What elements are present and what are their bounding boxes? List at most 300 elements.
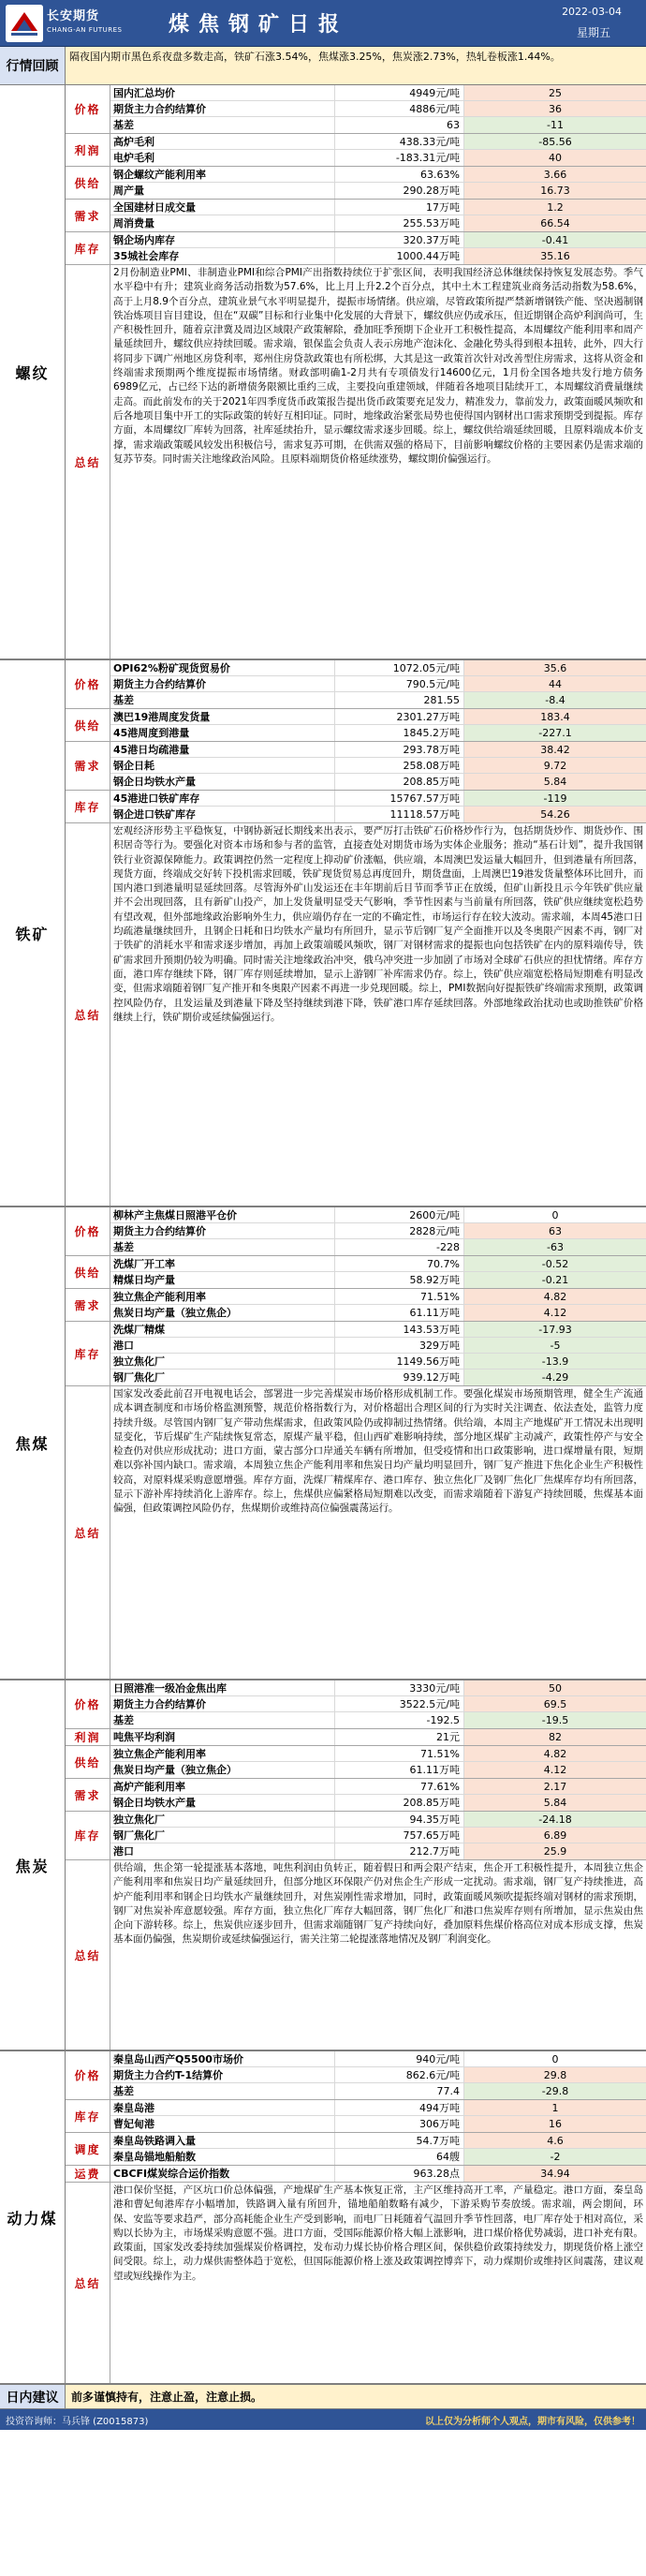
commodity-body	[66, 85, 646, 659]
indicator-value: 438.33元/吨	[335, 134, 464, 149]
indicator-row	[110, 2067, 646, 2083]
indicator-rows	[110, 1207, 646, 1255]
report-footer	[0, 2409, 646, 2430]
report-date: 2022-03-04	[562, 6, 622, 18]
indicator-name: 吨焦平均利润	[110, 1729, 335, 1745]
indicator-row	[110, 2051, 646, 2067]
indicator-group	[66, 791, 646, 823]
summary-text: 供给端，焦企第一轮提涨基本落地，吨焦利润由负转正，随着假日和两会限产结束，焦企开工积极性提升，本周独立焦企产能利用率和焦炭日均产量延续回升，但部分地区环保限产仍对焦企生产形成一定扰动。需求端，钢厂复产持续推进，高炉产能利用率和钢企日均铁水产量继续回升，对焦炭刚性需求增加，同时，政策面暖风频吹提振终端对钢材的需求预期，钢厂对焦炭补库意愿较强。库存方面，独立焦化厂库存大幅回落，钢厂焦化厂和港口焦炭库存则有所增加，显示焦炭由焦企向下游转移。综上，焦炭供应逐步回升，但需求端随钢厂复产持续向好，叠加原料焦煤价格高位对成本形成支撑，焦炭基本面仍偏强，焦炭期价或延续偏强运行，需关注第二轮提涨落地情况及钢厂利润变化。	[110, 1860, 646, 2050]
indicator-change: -13.9	[464, 1354, 646, 1369]
indicator-row	[110, 676, 646, 692]
market-review	[0, 47, 646, 85]
indicator-name: 钢企日均铁水产量	[110, 774, 335, 790]
indicator-change: 0	[551, 2053, 559, 2065]
intraday-advice-label: 日内建议	[0, 2385, 66, 2408]
indicator-group-label: 价格	[66, 2051, 110, 2099]
indicator-row	[110, 1843, 646, 1859]
indicator-group-label: 调度	[66, 2133, 110, 2165]
indicator-row	[110, 2133, 646, 2149]
summary-block	[66, 823, 646, 1206]
company-logo	[6, 5, 43, 42]
indicator-group-label: 利润	[66, 1729, 110, 1745]
indicator-group	[66, 167, 646, 200]
commodity-section	[0, 1207, 646, 1680]
indicator-value: 329万吨	[335, 1338, 464, 1353]
indicator-change: -119	[464, 791, 646, 806]
indicator-row	[110, 1239, 646, 1255]
analyst-info: 投资咨询师：马兵锋 (Z0015873)	[6, 2416, 149, 2427]
commodity-sections	[0, 85, 646, 2385]
indicator-group	[66, 232, 646, 265]
indicator-group	[66, 2166, 646, 2183]
commodity-body	[66, 660, 646, 1206]
indicator-value: 17万吨	[335, 200, 464, 215]
indicator-name: 独立焦企产能利用率	[110, 1289, 335, 1304]
indicator-value: 212.7万吨	[335, 1843, 464, 1859]
indicator-name: 澳巴19港周度发货量	[110, 709, 335, 724]
indicator-name: 基差	[110, 1239, 335, 1255]
summary-label: 总结	[66, 265, 110, 659]
summary-block	[66, 1386, 646, 1679]
indicator-value: 208.85万吨	[335, 774, 464, 790]
indicator-name: 秦皇岛铁路调入量	[110, 2133, 335, 2148]
commodity-name: 铁矿	[0, 660, 66, 1206]
indicator-value: 3330元/吨	[335, 1680, 464, 1695]
indicator-value: 3522.5元/吨	[335, 1696, 464, 1711]
indicator-group	[66, 2133, 646, 2166]
indicator-rows	[110, 791, 646, 822]
indicator-value: 306万吨	[335, 2116, 464, 2132]
indicator-row	[110, 1712, 646, 1728]
indicator-row	[110, 660, 646, 676]
indicator-change: 1.2	[464, 200, 646, 215]
indicator-name: 钢企场内库存	[110, 232, 335, 247]
indicator-change: 4.82	[464, 1289, 646, 1304]
indicator-name: 钢厂焦化厂	[110, 1828, 335, 1843]
indicator-name: 国内汇总均价	[110, 85, 335, 100]
indicator-name: 钢企螺纹产能利用率	[110, 167, 335, 182]
indicator-group-label: 价格	[66, 1207, 110, 1255]
commodity-section	[0, 2051, 646, 2385]
indicator-name: 钢企日均铁水产量	[110, 1795, 335, 1811]
indicator-value: 2828元/吨	[335, 1223, 464, 1238]
indicator-value: 2600元/吨	[335, 1207, 464, 1222]
summary-block	[66, 1860, 646, 2050]
summary-text: 2月份制造业PMI、非制造业PMI和综合PMI产出指数持续位于扩张区间，表明我国经济总体继续保持恢复发展态势。季气水平稳中有升；建筑业商务活动指数为57.6%，比上月上升2.2个百分点，其中土木工程建筑业商务活动指数为58.6%，高于上月8.9个百分点，建筑业景气水平明显提升，提振市场情绪。供应端，尽管政策所提严禁新增钢铁产能、坚决遏制钢铁冶炼项目盲目建设，但在“双碳”目标和行业集中化发展的大背景下，螺纹供应仍或承压，但近期钢企高炉利润尚可，生产积极性回升，随着京津冀及周边区域限产政策解除，叠加旺季预期下企业开工积极性提高，本周螺纹产能利用率和周产量延续回升，螺纹供应持续回暖。需求端，银保监会负责人表示房地产泡沫化、金融化势头得到根本扭转，此外，四大行将同步下调广州地区房贷利率，郑州住房贷款政策也有所松绑，大其是这一政策首次针对改善型住房需求，这将从资金和终端需求预期两个维度提振市场情绪。财政部明确1-2月共有专项债发行14600亿元，1月份全国各地共发行地方债务6989亿元，占已经下达的新增债务限额比重约三成，主要投向重建领域，伴随着各地项目陆续开工，本周螺纹消费量继续走高。而此前发布的关于2021年四季度货币政策报告提出货币政策要充足发力，精准发力，靠前发力，政策面暖风频吹和后各地项目集中开工的实际政策的转好互相印证。同时，地缘政治紧张局势也使得国内钢材出口需求预期受到提振。库存方面，本周螺纹厂库转为回落，社库延续抬升，显示螺纹需求逐步回暖。综上，螺纹供给端延续回暖，且原料端成本价支撑，需求端政策暖风较发出积极信号，需求复苏可期，在供需双强的格局下，目前影响螺纹价格的主要因素仍是需求端的复苏节奏。同时需关注地缘政治风险。且原料端期货价格延续涨势，螺纹期价偏强运行。	[110, 265, 646, 659]
commodity-name: 动力煤	[0, 2051, 66, 2383]
indicator-name: 钢企进口铁矿库存	[110, 807, 335, 822]
indicator-change: 82	[464, 1729, 646, 1745]
indicator-value: 21元	[335, 1729, 464, 1745]
indicator-change: 25.9	[464, 1843, 646, 1859]
indicator-group-label: 运费	[66, 2166, 110, 2182]
report-header	[0, 0, 646, 47]
indicator-change: -0.41	[464, 232, 646, 247]
indicator-name: 期货主力合约结算价	[110, 676, 335, 691]
indicator-row	[110, 200, 646, 215]
indicator-value: 11118.57万吨	[335, 807, 464, 822]
indicator-group-label: 需求	[66, 1289, 110, 1321]
indicator-row	[110, 85, 646, 101]
indicator-rows	[110, 1779, 646, 1811]
indicator-row	[110, 1762, 646, 1778]
indicator-change: 0	[551, 1209, 559, 1221]
commodity-name: 焦煤	[0, 1207, 66, 1679]
indicator-value: 58.92万吨	[335, 1272, 464, 1288]
indicator-name: CBCFI煤炭综合运价指数	[110, 2166, 335, 2182]
commodity-name: 焦炭	[0, 1680, 66, 2050]
commodity-body	[66, 1207, 646, 1679]
indicator-value: 2301.27万吨	[335, 709, 464, 724]
indicator-row	[110, 758, 646, 774]
indicator-row	[110, 1680, 646, 1696]
indicator-row	[110, 2166, 646, 2182]
indicator-group	[66, 134, 646, 167]
indicator-name: 高炉产能利用率	[110, 1779, 335, 1794]
indicator-group	[66, 85, 646, 134]
indicator-name: 全国建材日成交量	[110, 200, 335, 215]
intraday-advice	[0, 2385, 646, 2409]
indicator-value: 1149.56万吨	[335, 1354, 464, 1369]
report-title: 煤焦钢矿日报	[169, 12, 349, 37]
commodity-section	[0, 85, 646, 660]
indicator-value: 320.37万吨	[335, 232, 464, 247]
indicator-change: 35.6	[464, 660, 646, 675]
summary-label: 总结	[66, 1386, 110, 1679]
indicator-value: 64艘	[335, 2149, 464, 2165]
risk-disclaimer: 以上仅为分析师个人观点，期市有风险，仅供参考！	[425, 2416, 640, 2427]
indicator-name: 周消费量	[110, 215, 335, 231]
indicator-row	[110, 1305, 646, 1321]
indicator-group	[66, 1256, 646, 1289]
indicator-row	[110, 774, 646, 790]
indicator-row	[110, 742, 646, 758]
indicator-group-label: 供给	[66, 1256, 110, 1288]
indicator-group	[66, 1812, 646, 1860]
indicator-name: 电炉毛利	[110, 150, 335, 166]
indicator-row	[110, 791, 646, 807]
indicator-value: 963.28点	[335, 2166, 464, 2182]
indicator-value: 77.61%	[335, 1779, 464, 1794]
indicator-change: -11	[464, 117, 646, 133]
indicator-value: 54.7万吨	[335, 2133, 464, 2148]
indicator-row	[110, 1746, 646, 1762]
indicator-row	[110, 2149, 646, 2165]
indicator-value: 757.65万吨	[335, 1828, 464, 1843]
indicator-value: 77.4	[335, 2083, 464, 2099]
indicator-row	[110, 2083, 646, 2099]
indicator-row	[110, 807, 646, 822]
indicator-change: 183.4	[464, 709, 646, 724]
indicator-rows	[110, 2051, 646, 2099]
indicator-value: -228	[335, 1239, 464, 1255]
indicator-change: -24.18	[464, 1812, 646, 1827]
indicator-rows	[110, 1729, 646, 1745]
indicator-group-label: 供给	[66, 167, 110, 199]
indicator-name: 35城社会库存	[110, 248, 335, 264]
indicator-row	[110, 1322, 646, 1338]
indicator-change: 16.73	[464, 183, 646, 199]
indicator-rows	[110, 134, 646, 166]
indicator-value: 71.51%	[335, 1746, 464, 1761]
indicator-value: 293.78万吨	[335, 742, 464, 757]
indicator-name: 高炉毛利	[110, 134, 335, 149]
indicator-change: 4.12	[464, 1762, 646, 1778]
indicator-change: -4.29	[464, 1369, 646, 1385]
indicator-value: 143.53万吨	[335, 1322, 464, 1337]
indicator-rows	[110, 85, 646, 133]
indicator-name: 港口	[110, 1338, 335, 1353]
indicator-change: 4.6	[464, 2133, 646, 2148]
indicator-rows	[110, 2100, 646, 2132]
indicator-row	[110, 117, 646, 133]
indicator-change: -63	[464, 1239, 646, 1255]
indicator-change: -29.8	[464, 2083, 646, 2099]
indicator-group-label: 价格	[66, 85, 110, 133]
indicator-value: 862.6元/吨	[335, 2067, 464, 2082]
indicator-group	[66, 200, 646, 232]
summary-text: 国家发改委此前召开电视电话会，部署进一步完善煤炭市场价格形成机制工作。要强化煤炭市场预期管理，健全生产流通成本调查制度和市场价格监测预警，规范价格指数行为，对价格超出合理区间的行为实时关注调查、依法查处，监管力度持续升级。尽管国内钢厂复产带动焦煤需求，但政策风险仍或抑制过热情绪。供给端，本周主产地煤矿开工情况未出现明显变化，节后煤矿生产陆续恢复常态，原煤产量平稳，但山西矿难影响持续，部分地区煤矿主动减产，政策性停产与安全检查仍对供应形成扰动；进口方面，蒙古部分口岸通关车辆有所增加，但受疫情和出口政策影响，进口煤增量有限，短期难以弥补国内缺口。需求端，本周独立焦企产能利用率和焦炭日均产量均明显回升，钢厂复产推进下焦化企业生产积极性较高，对原料煤采购意愿增强。库存方面，洗煤厂精煤库存、港口库存、独立焦化厂及钢厂焦化厂焦煤库存均有所回落，显示下游补库持续消化上游库存。综上，焦煤供应偏紧格局短期难以改变，而需求端随着下游复产持续回暖，焦煤基本面偏强，但政策调控风险仍存，焦煤期价或维持高位偏强震荡运行。	[110, 1386, 646, 1679]
indicator-name: 日照港准一级冶金焦出库	[110, 1680, 335, 1695]
indicator-group	[66, 2100, 646, 2133]
indicator-group	[66, 709, 646, 742]
indicator-value: -192.5	[335, 1712, 464, 1728]
indicator-name: 焦炭日均产量（独立焦企）	[110, 1762, 335, 1778]
commodity-name: 螺纹	[0, 85, 66, 659]
indicator-value: 494万吨	[335, 2100, 464, 2115]
indicator-value: 939.12万吨	[335, 1369, 464, 1385]
indicator-name: 港口	[110, 1843, 335, 1859]
indicator-group	[66, 1779, 646, 1812]
indicator-change: 66.54	[464, 215, 646, 231]
indicator-row	[110, 709, 646, 725]
indicator-row	[110, 1812, 646, 1828]
indicator-name: 期货主力合约T-1结算价	[110, 2067, 335, 2082]
indicator-name: 秦皇岛港	[110, 2100, 335, 2115]
indicator-row	[110, 1256, 646, 1272]
indicator-rows	[110, 2166, 646, 2182]
indicator-change: 36	[464, 101, 646, 116]
brand-name-en: CHANG-AN FUTURES	[47, 26, 123, 34]
indicator-value: 290.28万吨	[335, 183, 464, 199]
indicator-row	[110, 183, 646, 199]
indicator-group	[66, 742, 646, 791]
indicator-group-label: 需求	[66, 1779, 110, 1811]
report-weekday: 星期五	[576, 26, 610, 39]
indicator-rows	[110, 1256, 646, 1288]
intraday-advice-text: 前多谨慎持有，注意止盈，注意止损。	[66, 2385, 646, 2408]
indicator-group	[66, 1729, 646, 1746]
indicator-row	[110, 1795, 646, 1811]
indicator-group	[66, 1680, 646, 1729]
indicator-row	[110, 101, 646, 117]
indicator-change: 9.72	[464, 758, 646, 773]
indicator-change: 35.16	[464, 248, 646, 264]
indicator-rows	[110, 167, 646, 199]
indicator-row	[110, 167, 646, 183]
indicator-change: -0.21	[464, 1272, 646, 1288]
indicator-value: 940元/吨	[335, 2051, 464, 2066]
indicator-row	[110, 2100, 646, 2116]
indicator-row	[110, 215, 646, 231]
indicator-rows	[110, 660, 646, 708]
indicator-rows	[110, 2133, 646, 2165]
indicator-change: -85.56	[464, 134, 646, 149]
indicator-name: 45港日均疏港量	[110, 742, 335, 757]
indicator-row	[110, 150, 646, 166]
indicator-change: 16	[464, 2116, 646, 2132]
market-review-label: 行情回顾	[0, 47, 66, 84]
commodity-body	[66, 1680, 646, 2050]
indicator-name: 秦皇岛山西产Q5500市场价	[110, 2051, 335, 2066]
indicator-change: -8.4	[464, 692, 646, 708]
indicator-rows	[110, 1812, 646, 1859]
indicator-value: 70.7%	[335, 1256, 464, 1271]
indicator-value: 258.08万吨	[335, 758, 464, 773]
indicator-name: 周产量	[110, 183, 335, 199]
indicator-row	[110, 1223, 646, 1239]
indicator-group-label: 需求	[66, 200, 110, 231]
indicator-value: 790.5元/吨	[335, 676, 464, 691]
indicator-name: 独立焦化厂	[110, 1354, 335, 1369]
indicator-value: 4949元/吨	[335, 85, 464, 100]
indicator-name: OPI62%粉矿现货贸易价	[110, 660, 335, 675]
indicator-row	[110, 1696, 646, 1712]
indicator-change: -5	[464, 1338, 646, 1353]
summary-text: 宏观经济形势主平稳恢复，中钢协新冠长期线来出表示，要严厉打击铁矿石价格炒作行为，包括期货炒作、期货炒作、围积居奇等行为。要强化对资本市场和参与者的监管，直接查处对期货市场为实体企业服务；推动“基石计划”，提升我国钢铁行业资源保障能力。政策调控仍然一定程度上抑动矿价涨幅，供应端，本周澳巴发运量大幅回升，但到港量有所回落，现货方面，终端成交好转下投机需求回暖，铁矿现货贸易总再度回升，期货盘面，上周澳巴19港发货量整体环比回升，而国内港口到港量明显延续回落。尽管海外矿山发运还在丰年期前后目节而季节正在放缓，但矿山新投且示今年铁矿供应量并不会出现回落，且有新矿山投产，加上发货量明显受天气影响，季节性因素与当前量有所回落，铁矿供应继续宽松趋势有望改观，但外部地缘政治影响外生力，供应端仍存在一定的不确定性，市场运行存在较大波动。需求端，本周45港口日均疏港量继续回升，且钢企日耗和日均铁水产量均有所回升，显示节后钢厂复产全面推开以及冬奥限产因素不再，钢厂对于铁矿的消耗水平和需求逐步增加，再加上政策端暖风频吹，钢厂对钢材需求的提振也向包括铁矿在内的原料端传导，铁矿需求回升预期仍较为明确。同时需关注地缘政治冲突，俄乌冲突进一步加剧了市场对全球矿石供应的担忧情绪。库存方面，港口库存继续下降，钢厂库存则延续增加，显示上游钢厂补库需求仍存。综上，铁矿供应端宽松格局短期难有明显改变，但需求端随着钢厂复产推开和冬奥限产因素不再进一步兑现回暖。综上，PMI数据向好提振铁矿终端需求预期，政策调控风险仍存，且发运量及到港量下降及坚持继续到港下降，铁矿港口库存延续回落。外部地缘政治扰动也或助推铁矿价格继续上行，铁矿期价或延续偏强运行。	[110, 823, 646, 1206]
indicator-rows	[110, 1289, 646, 1321]
summary-block	[66, 2183, 646, 2383]
indicator-rows	[110, 200, 646, 231]
indicator-change: 50	[464, 1680, 646, 1695]
indicator-value: 1072.05元/吨	[335, 660, 464, 675]
indicator-name: 45港进口铁矿库存	[110, 791, 335, 806]
indicator-row	[110, 1828, 646, 1843]
indicator-rows	[110, 1322, 646, 1385]
indicator-change: 63	[464, 1223, 646, 1238]
indicator-row	[110, 134, 646, 150]
indicator-change: -227.1	[464, 725, 646, 741]
indicator-group	[66, 1322, 646, 1386]
indicator-value: 61.11万吨	[335, 1762, 464, 1778]
indicator-change: 29.8	[464, 2067, 646, 2082]
indicator-name: 曹妃甸港	[110, 2116, 335, 2132]
summary-text: 港口保价坚挺，产区坑口价总体偏强，产地煤矿生产基本恢复正常，主产区维持高开工率，产量稳定。港口方面，秦皇岛港和曹妃甸港库存小幅增加，铁路调入量有所回升，锚地船舶数略有减少，下游采购节奏放缓。需求端，两会期间，环保、安监等要求趋严，部分高耗能企业生产受到影响，而电厂日耗随着气温回升季节性回落，电厂库存处于相对高位，采购以长协为主，市场煤采购意愿不强。进口方面，受国际能源价格大幅上涨影响，进口煤价格优势减弱，进口补充有限。政策面，国家发改委持续加强煤炭价格调控，发布动力煤长协价格合理区间，保供稳价政策持续发力，期现货价格上涨空间受限。综上，动力煤供需整体趋于宽松，但国际能源价格上涨及政策调控博弈下，动力煤期价或维持区间震荡，建议观望或短线操作为主。	[110, 2183, 646, 2383]
indicator-name: 钢厂焦化厂	[110, 1369, 335, 1385]
indicator-value: 1000.44万吨	[335, 248, 464, 264]
indicator-value: 255.53万吨	[335, 215, 464, 231]
indicator-value: 15767.57万吨	[335, 791, 464, 806]
indicator-change: 2.17	[464, 1779, 646, 1794]
indicator-group-label: 库存	[66, 791, 110, 822]
indicator-group	[66, 2051, 646, 2100]
indicator-value: 63	[335, 117, 464, 133]
summary-label: 总结	[66, 2183, 110, 2383]
indicator-value: 281.55	[335, 692, 464, 708]
indicator-change: 4.12	[464, 1305, 646, 1321]
indicator-row	[110, 1369, 646, 1385]
summary-label: 总结	[66, 823, 110, 1206]
indicator-row	[110, 1338, 646, 1354]
indicator-change: 3.66	[464, 167, 646, 182]
indicator-change: -17.93	[464, 1322, 646, 1337]
summary-label: 总结	[66, 1860, 110, 2050]
indicator-group-label: 库存	[66, 1812, 110, 1859]
indicator-name: 基差	[110, 692, 335, 708]
commodity-body	[66, 2051, 646, 2383]
indicator-row	[110, 2116, 646, 2132]
indicator-value: -183.31元/吨	[335, 150, 464, 166]
indicator-row	[110, 1779, 646, 1795]
indicator-group-label: 利润	[66, 134, 110, 166]
indicator-change: 25	[464, 85, 646, 100]
indicator-change: 1	[464, 2100, 646, 2115]
indicator-name: 洗煤厂开工率	[110, 1256, 335, 1271]
indicator-rows	[110, 1680, 646, 1728]
indicator-row	[110, 1272, 646, 1288]
indicator-group-label: 价格	[66, 1680, 110, 1728]
indicator-row	[110, 692, 646, 708]
indicator-value: 4886元/吨	[335, 101, 464, 116]
indicator-name: 期货主力合约结算价	[110, 101, 335, 116]
indicator-rows	[110, 232, 646, 264]
indicator-change: 5.84	[464, 1795, 646, 1811]
indicator-group-label: 供给	[66, 1746, 110, 1778]
indicator-group	[66, 1289, 646, 1322]
indicator-row	[110, 1354, 646, 1369]
indicator-value: 61.11万吨	[335, 1305, 464, 1321]
market-review-text: 隔夜国内期市黑色系夜盘多数走高，铁矿石涨3.54%，焦煤涨3.25%，焦炭涨2.73%，热轧卷板涨1.44%。	[66, 47, 646, 84]
indicator-name: 基差	[110, 2083, 335, 2099]
indicator-change: -2	[464, 2149, 646, 2165]
indicator-group-label: 供给	[66, 709, 110, 741]
indicator-change: 54.26	[464, 807, 646, 822]
indicator-name: 期货主力合约结算价	[110, 1696, 335, 1711]
indicator-group-label: 价格	[66, 660, 110, 708]
indicator-change: 40	[464, 150, 646, 166]
summary-block	[66, 265, 646, 659]
indicator-name: 焦炭日均产量（独立焦企）	[110, 1305, 335, 1321]
indicator-change: 38.42	[464, 742, 646, 757]
indicator-name: 秦皇岛锚地船舶数	[110, 2149, 335, 2165]
indicator-row	[110, 1729, 646, 1745]
indicator-name: 期货主力合约结算价	[110, 1223, 335, 1238]
indicator-row	[110, 248, 646, 264]
indicator-value: 71.51%	[335, 1289, 464, 1304]
indicator-row	[110, 725, 646, 741]
indicator-value: 94.35万吨	[335, 1812, 464, 1827]
indicator-row	[110, 1207, 646, 1223]
indicator-change: 4.82	[464, 1746, 646, 1761]
indicator-rows	[110, 1746, 646, 1778]
indicator-rows	[110, 742, 646, 790]
indicator-change: -0.52	[464, 1256, 646, 1271]
indicator-name: 基差	[110, 117, 335, 133]
indicator-change: 5.84	[464, 774, 646, 790]
indicator-rows	[110, 709, 646, 741]
indicator-value: 1845.2万吨	[335, 725, 464, 741]
indicator-name: 独立焦化厂	[110, 1812, 335, 1827]
commodity-section	[0, 1680, 646, 2051]
indicator-name: 钢企日耗	[110, 758, 335, 773]
indicator-group	[66, 1207, 646, 1256]
indicator-group-label: 需求	[66, 742, 110, 790]
indicator-value: 208.85万吨	[335, 1795, 464, 1811]
indicator-group	[66, 660, 646, 709]
indicator-group-label: 库存	[66, 2100, 110, 2132]
indicator-change: 69.5	[464, 1696, 646, 1711]
indicator-row	[110, 1289, 646, 1305]
